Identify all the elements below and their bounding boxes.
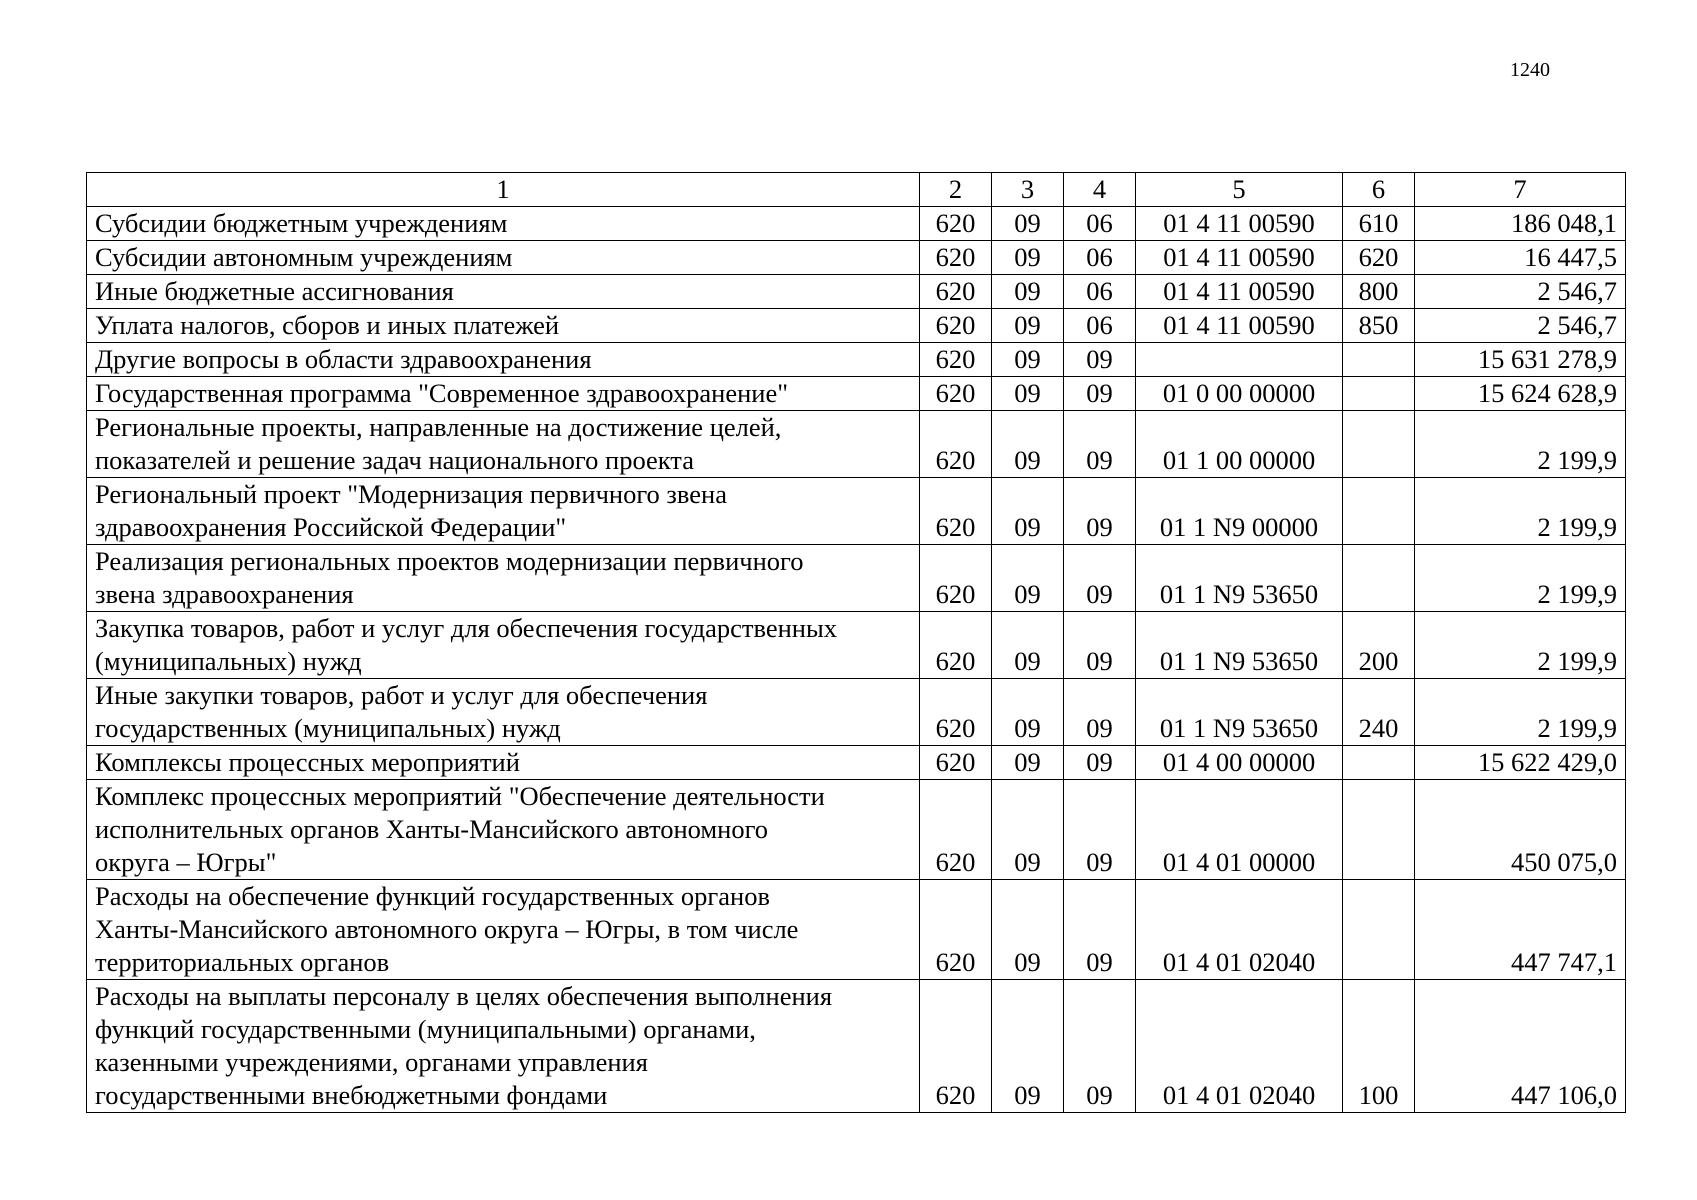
section-cell: 09 xyxy=(992,241,1064,275)
page-number: 1240 xyxy=(1510,59,1550,81)
subsection-cell: 06 xyxy=(1064,241,1136,275)
budget-table xyxy=(86,172,1626,1113)
subsection-cell: 09 xyxy=(1064,746,1136,780)
expense-type-cell: 610 xyxy=(1343,207,1415,241)
amount-cell: 2 199,9 xyxy=(1415,679,1626,746)
ministry-code-cell: 620 xyxy=(920,612,992,679)
ministry-code-cell: 620 xyxy=(920,880,992,980)
item-name-line: Региональные проекты, направленные на достижение целей, xyxy=(95,412,782,442)
item-name-cell xyxy=(87,746,920,780)
header-cell: 4 xyxy=(1064,173,1136,207)
subsection-cell: 06 xyxy=(1064,275,1136,309)
table-row xyxy=(87,980,1626,1113)
section-cell: 09 xyxy=(992,679,1064,746)
item-name-line: Субсидии бюджетным учреждениям xyxy=(95,208,508,238)
table-row xyxy=(87,478,1626,545)
item-name-line: звена здравоохранения xyxy=(95,579,354,609)
item-name-line: Другие вопросы в области здравоохранения xyxy=(95,344,592,374)
expense-type-cell xyxy=(1343,343,1415,377)
table-row xyxy=(87,275,1626,309)
subsection-cell: 09 xyxy=(1064,411,1136,478)
target-article-cell: 01 4 01 02040 xyxy=(1136,980,1343,1113)
ministry-code-cell: 620 xyxy=(920,309,992,343)
item-name-cell xyxy=(87,679,920,746)
target-article-cell: 01 4 11 00590 xyxy=(1136,207,1343,241)
target-article-cell: 01 4 11 00590 xyxy=(1136,309,1343,343)
ministry-code-cell: 620 xyxy=(920,343,992,377)
item-name-line: территориальных органов xyxy=(95,947,390,977)
amount-cell: 2 546,7 xyxy=(1415,309,1626,343)
target-article-cell: 01 4 11 00590 xyxy=(1136,275,1343,309)
item-name-cell xyxy=(87,343,920,377)
item-name-line: исполнительных органов Ханты-Мансийского автономного xyxy=(95,814,769,844)
expense-type-cell: 800 xyxy=(1343,275,1415,309)
ministry-code-cell: 620 xyxy=(920,780,992,880)
expense-type-cell: 100 xyxy=(1343,980,1415,1113)
item-name-line: Расходы на выплаты персоналу в целях обеспечения выполнения xyxy=(95,981,833,1011)
section-cell: 09 xyxy=(992,780,1064,880)
table-row xyxy=(87,343,1626,377)
item-name-line: Субсидии автономным учреждениям xyxy=(95,242,513,272)
target-article-cell: 01 4 01 00000 xyxy=(1136,780,1343,880)
amount-cell: 447 106,0 xyxy=(1415,980,1626,1113)
table-row xyxy=(87,545,1626,612)
subsection-cell: 09 xyxy=(1064,880,1136,980)
table-row xyxy=(87,241,1626,275)
expense-type-cell xyxy=(1343,411,1415,478)
subsection-cell: 09 xyxy=(1064,377,1136,411)
expense-type-cell: 620 xyxy=(1343,241,1415,275)
amount-cell: 2 546,7 xyxy=(1415,275,1626,309)
expense-type-cell xyxy=(1343,545,1415,612)
subsection-cell: 09 xyxy=(1064,679,1136,746)
section-cell: 09 xyxy=(992,411,1064,478)
ministry-code-cell: 620 xyxy=(920,207,992,241)
expense-type-cell xyxy=(1343,377,1415,411)
header-cell: 2 xyxy=(920,173,992,207)
item-name-cell xyxy=(87,411,920,478)
target-article-cell: 01 0 00 00000 xyxy=(1136,377,1343,411)
item-name-cell xyxy=(87,377,920,411)
amount-cell: 2 199,9 xyxy=(1415,478,1626,545)
table-row xyxy=(87,411,1626,478)
target-article-cell: 01 1 N9 53650 xyxy=(1136,545,1343,612)
expense-type-cell xyxy=(1343,478,1415,545)
expense-type-cell: 240 xyxy=(1343,679,1415,746)
item-name-line: Ханты-Мансийского автономного округа – Югры, в том числе xyxy=(95,914,799,944)
table-row xyxy=(87,679,1626,746)
target-article-cell: 01 1 N9 53650 xyxy=(1136,612,1343,679)
section-cell: 09 xyxy=(992,309,1064,343)
item-name-line: Закупка товаров, работ и услуг для обеспечения государственных xyxy=(95,613,838,643)
item-name-line: Расходы на обеспечение функций государственных органов xyxy=(95,881,770,911)
subsection-cell: 09 xyxy=(1064,343,1136,377)
section-cell: 09 xyxy=(992,478,1064,545)
item-name-line: здравоохранения Российской Федерации" xyxy=(95,512,567,542)
amount-cell: 2 199,9 xyxy=(1415,612,1626,679)
table-row xyxy=(87,746,1626,780)
section-cell: 09 xyxy=(992,746,1064,780)
item-name-line: Уплата налогов, сборов и иных платежей xyxy=(95,310,560,340)
expense-type-cell: 850 xyxy=(1343,309,1415,343)
header-cell: 7 xyxy=(1415,173,1626,207)
item-name-cell xyxy=(87,275,920,309)
subsection-cell: 06 xyxy=(1064,207,1136,241)
amount-cell: 15 622 429,0 xyxy=(1415,746,1626,780)
amount-cell: 15 624 628,9 xyxy=(1415,377,1626,411)
item-name-line: Региональный проект "Модернизация первичного звена xyxy=(95,479,727,509)
subsection-cell: 09 xyxy=(1064,545,1136,612)
section-cell: 09 xyxy=(992,880,1064,980)
target-article-cell: 01 1 00 00000 xyxy=(1136,411,1343,478)
section-cell: 09 xyxy=(992,343,1064,377)
subsection-cell: 09 xyxy=(1064,980,1136,1113)
item-name-cell xyxy=(87,612,920,679)
item-name-cell xyxy=(87,309,920,343)
amount-cell: 447 747,1 xyxy=(1415,880,1626,980)
target-article-cell: 01 4 00 00000 xyxy=(1136,746,1343,780)
target-article-cell: 01 4 01 02040 xyxy=(1136,880,1343,980)
amount-cell: 2 199,9 xyxy=(1415,411,1626,478)
item-name-line: Иные закупки товаров, работ и услуг для обеспечения xyxy=(95,680,708,710)
header-row xyxy=(87,173,1626,207)
amount-cell: 15 631 278,9 xyxy=(1415,343,1626,377)
item-name-line: Комплекс процессных мероприятий "Обеспечение деятельности xyxy=(95,781,825,811)
target-article-cell: 01 4 11 00590 xyxy=(1136,241,1343,275)
section-cell: 09 xyxy=(992,612,1064,679)
subsection-cell: 09 xyxy=(1064,612,1136,679)
item-name-line: функций государственными (муниципальными) органами, xyxy=(95,1014,756,1044)
item-name-line: Комплексы процессных мероприятий xyxy=(95,747,520,777)
ministry-code-cell: 620 xyxy=(920,275,992,309)
header-cell: 6 xyxy=(1343,173,1415,207)
section-cell: 09 xyxy=(992,545,1064,612)
table-row xyxy=(87,880,1626,980)
item-name-line: Иные бюджетные ассигнования xyxy=(95,276,454,306)
subsection-cell: 06 xyxy=(1064,309,1136,343)
item-name-cell xyxy=(87,207,920,241)
expense-type-cell xyxy=(1343,880,1415,980)
item-name-line: показателей и решение задач национального проекта xyxy=(95,445,694,475)
header-cell: 3 xyxy=(992,173,1064,207)
ministry-code-cell: 620 xyxy=(920,545,992,612)
target-article-cell: 01 1 N9 00000 xyxy=(1136,478,1343,545)
item-name-line: казенными учреждениями, органами управления xyxy=(95,1047,648,1077)
section-cell: 09 xyxy=(992,275,1064,309)
amount-cell: 186 048,1 xyxy=(1415,207,1626,241)
amount-cell: 450 075,0 xyxy=(1415,780,1626,880)
ministry-code-cell: 620 xyxy=(920,746,992,780)
item-name-line: государственными внебюджетными фондами xyxy=(95,1080,608,1110)
amount-cell: 16 447,5 xyxy=(1415,241,1626,275)
ministry-code-cell: 620 xyxy=(920,411,992,478)
ministry-code-cell: 620 xyxy=(920,478,992,545)
expense-type-cell xyxy=(1343,746,1415,780)
header-cell: 1 xyxy=(87,173,920,207)
table-row xyxy=(87,377,1626,411)
target-article-cell xyxy=(1136,343,1343,377)
item-name-line: Реализация региональных проектов модернизации первичного xyxy=(95,546,804,576)
item-name-cell xyxy=(87,880,920,980)
amount-cell: 2 199,9 xyxy=(1415,545,1626,612)
item-name-line: округа – Югры" xyxy=(95,847,277,877)
ministry-code-cell: 620 xyxy=(920,241,992,275)
subsection-cell: 09 xyxy=(1064,780,1136,880)
expense-type-cell xyxy=(1343,780,1415,880)
item-name-cell xyxy=(87,241,920,275)
section-cell: 09 xyxy=(992,377,1064,411)
section-cell: 09 xyxy=(992,207,1064,241)
item-name-line: (муниципальных) нужд xyxy=(95,646,362,676)
table-row xyxy=(87,780,1626,880)
table-row xyxy=(87,309,1626,343)
header-cell: 5 xyxy=(1136,173,1343,207)
item-name-cell xyxy=(87,478,920,545)
item-name-cell xyxy=(87,980,920,1113)
item-name-cell xyxy=(87,780,920,880)
ministry-code-cell: 620 xyxy=(920,377,992,411)
table-row xyxy=(87,612,1626,679)
item-name-line: государственных (муниципальных) нужд xyxy=(95,713,561,743)
target-article-cell: 01 1 N9 53650 xyxy=(1136,679,1343,746)
subsection-cell: 09 xyxy=(1064,478,1136,545)
expense-type-cell: 200 xyxy=(1343,612,1415,679)
ministry-code-cell: 620 xyxy=(920,679,992,746)
item-name-cell xyxy=(87,545,920,612)
table-row xyxy=(87,207,1626,241)
ministry-code-cell: 620 xyxy=(920,980,992,1113)
item-name-line: Государственная программа "Современное здравоохранение" xyxy=(95,378,789,408)
section-cell: 09 xyxy=(992,980,1064,1113)
